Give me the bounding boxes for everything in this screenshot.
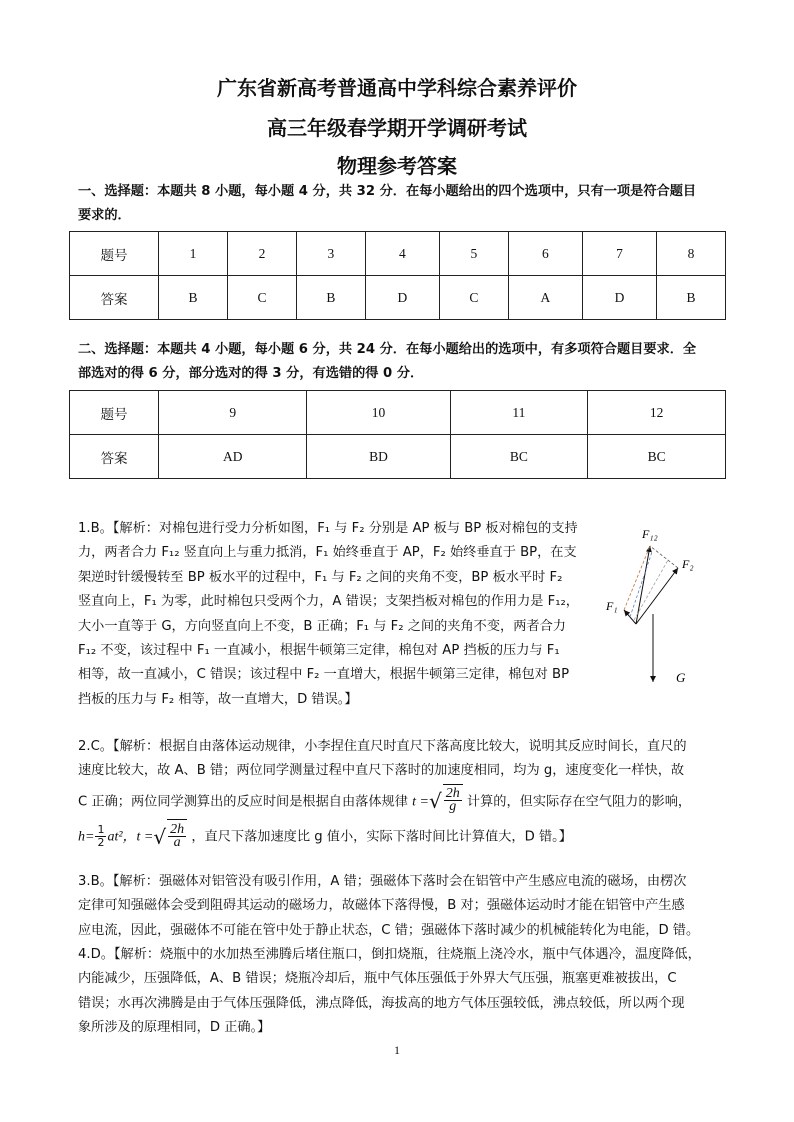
q2-text: ，直尺下落加速度比 g 值小，实际下落时间比计算值大，D 错。】 (191, 829, 572, 845)
question-number: 6 (508, 232, 582, 276)
question-number: 12 (588, 391, 726, 435)
numerator: 2h (170, 821, 185, 837)
answer-cell: B (159, 276, 228, 320)
q2-text: 计算的，但实际存在空气阻力的影响， (466, 794, 692, 810)
construction-line (634, 560, 668, 620)
answer-key-title: 物理参考答案 (337, 154, 457, 178)
section2-instructions (78, 338, 728, 386)
numerator: 1 (97, 823, 105, 837)
answer-cell: AD (159, 435, 307, 479)
document-title: 广东省新高考普通高中学科综合素养评价 (217, 76, 577, 100)
table-row (70, 276, 726, 320)
answer-cell: D (582, 276, 656, 320)
section1-line2: 要求的． (78, 208, 131, 223)
q4-line: 内能减少，压强降低，A、B 错误；烧瓶冷却后，瓶中气体压强低于外界大气压强，瓶塞更难被拔出，C (78, 971, 677, 987)
q1-line: 力，两者合力 F₁₂ 竖直向上与重力抵消，F₁ 始终垂直于 AP，F₂ 始终垂直于 BP，在支 (78, 545, 577, 561)
construction-line (624, 546, 650, 610)
denominator: 2 (97, 836, 105, 850)
answer-cell: A (508, 276, 582, 320)
answer-cell: BD (307, 435, 450, 479)
answer-cell: C (439, 276, 508, 320)
row-header: 题号 (70, 232, 159, 276)
q4-explanation (78, 943, 718, 1041)
q2-line: 速度比较大，故 A、B 错；两位同学测量过程中直尺下落时的加速度相同，均为 g，速度变化一样快，故 (78, 763, 685, 779)
answer-cell: B (656, 276, 725, 320)
force-diagram (598, 522, 718, 692)
section1-answer-table (69, 231, 726, 320)
q1-line: 大小一直等于 G，方向竖直向上不变，B 正确；F₁ 与 F₂ 之间的夹角不变，两者合力 (78, 618, 566, 634)
answer-cell: C (227, 276, 296, 320)
q4-line: 象所涉及的原理相同，D 正确。】 (78, 1020, 271, 1036)
construction-line (650, 546, 678, 568)
fraction (95, 824, 106, 849)
question-number: 10 (307, 391, 450, 435)
q4-line: 4.D。【解析：烧瓶中的水加热至沸腾后堵住瓶口，倒扣烧瓶，往烧瓶上浇冷水，瓶中气体遇冷，温度降低， (78, 947, 701, 962)
section2-answer-table (69, 390, 726, 479)
section2-line2: 部选对的得 6 分，部分选对的得 3 分，有选错的得 0 分． (78, 366, 424, 381)
question-number: 11 (450, 391, 588, 435)
q1-line: 架逆时针缓慢转至 BP 板水平的过程中，F₁ 与 F₂ 之间的夹角不变，BP 板水平时 F₂ (78, 569, 563, 585)
denominator: g (449, 799, 457, 815)
q3-explanation (78, 870, 718, 943)
q1-line: 相等，故一直减小，C 错误；该过程中 F₂ 一直增大，根据牛顿第三定律，棉包对 BP (78, 667, 570, 683)
question-number: 7 (582, 232, 656, 276)
answer-cell: BC (588, 435, 726, 479)
page-number: 1 (394, 1043, 400, 1057)
question-number: 5 (439, 232, 508, 276)
sqrt-radicand (443, 784, 463, 819)
q1-line: 竖直向上，F₁ 为零，此时棉包只受两个力，A 错误；支架挡板对棉包的作用力是 F₁₂， (78, 594, 579, 610)
f12-label: F₁₂ (642, 527, 658, 541)
sqrt-radicand (167, 819, 187, 854)
q2-line-formula (78, 784, 718, 820)
q1-line: 挡板的压力与 F₂ 相等，故一直增大，D 错误。】 (78, 691, 358, 707)
question-number: 8 (656, 232, 725, 276)
numerator: 2h (445, 786, 460, 802)
f1-label: F₁ (606, 599, 618, 613)
section1-line1: 一、选择题：本题共 8 小题，每小题 4 分，共 32 分．在每小题给出的四个选项中，只有一项是符合题目 (78, 184, 697, 199)
f2-label: F₂ (682, 557, 694, 571)
q2-line-formula (78, 819, 718, 855)
row-header: 题号 (70, 391, 159, 435)
q3-line: 应电流，因此，强磁体不可能在管中处于静止状态，C 错；强磁体下落时减少的机械能转化为电能，D 错。 (78, 922, 700, 938)
question-number: 1 (159, 232, 228, 276)
q1-line: 1.B。【解析：对棉包进行受力分析如图，F₁ 与 F₂ 分别是 AP 板与 BP 板对棉包的支持 (78, 521, 578, 536)
q3-line: 定律可知强磁体会受到阻碍其运动的磁场力，故磁体下落得慢，B 对；强磁体运动时才能在铝管中产生感 (78, 898, 685, 914)
fraction (168, 821, 186, 850)
t-equals: ，t = (122, 829, 154, 845)
section2-line1: 二、选择题：本题共 4 小题，每小题 6 分，共 24 分．在每小题给出的选项中，有多项符合题目要求．全 (78, 342, 697, 357)
f12-vector (636, 546, 650, 624)
table-row (70, 435, 726, 479)
row-header: 答案 (70, 435, 159, 479)
row-header: 答案 (70, 276, 159, 320)
question-number: 9 (159, 391, 307, 435)
g-label: G (676, 670, 686, 685)
h-equals: h= (78, 829, 95, 845)
exam-title: 高三年级春学期开学调研考试 (267, 116, 527, 140)
q3-line: 3.B。【解析：强磁体对铝管没有吸引作用，A 错；强磁体下落时会在铝管中产生感应电流的磁场，由楞次 (78, 874, 687, 889)
at-squared: at² (107, 829, 123, 845)
sqrt-sign: √ (428, 789, 442, 814)
q2-explanation (78, 735, 718, 855)
q1-line: F₁₂ 不变，该过程中 F₁ 一直减小，根据牛顿第三定律，棉包对 AP 挡板的压力与 F₁ (78, 643, 560, 659)
table-row (70, 391, 726, 435)
answer-cell: B (296, 276, 365, 320)
answer-cell: D (365, 276, 439, 320)
question-number: 2 (227, 232, 296, 276)
q4-line: 错误；水再次沸腾是由于气体压强降低，沸点降低，海拔高的地方气体压强较低，沸点较低，所以两个现 (78, 995, 685, 1011)
t-equals: t = (412, 794, 429, 810)
q2-text: C 正确；两位同学测算出的反应时间是根据自由落体规律 (78, 794, 408, 810)
sqrt-sign: √ (153, 824, 167, 849)
f2-vector (636, 568, 678, 624)
section1-instructions (78, 180, 728, 228)
question-number: 3 (296, 232, 365, 276)
answer-cell: BC (450, 435, 588, 479)
q1-explanation (78, 517, 598, 712)
fraction (444, 788, 462, 813)
denominator: a (173, 834, 181, 850)
q2-line: 2.C。【解析：根据自由落体运动规律，小李捏住直尺时直尺下落高度比较大，说明其反应时间长，直尺的 (78, 739, 687, 754)
question-number: 4 (365, 232, 439, 276)
table-row (70, 232, 726, 276)
